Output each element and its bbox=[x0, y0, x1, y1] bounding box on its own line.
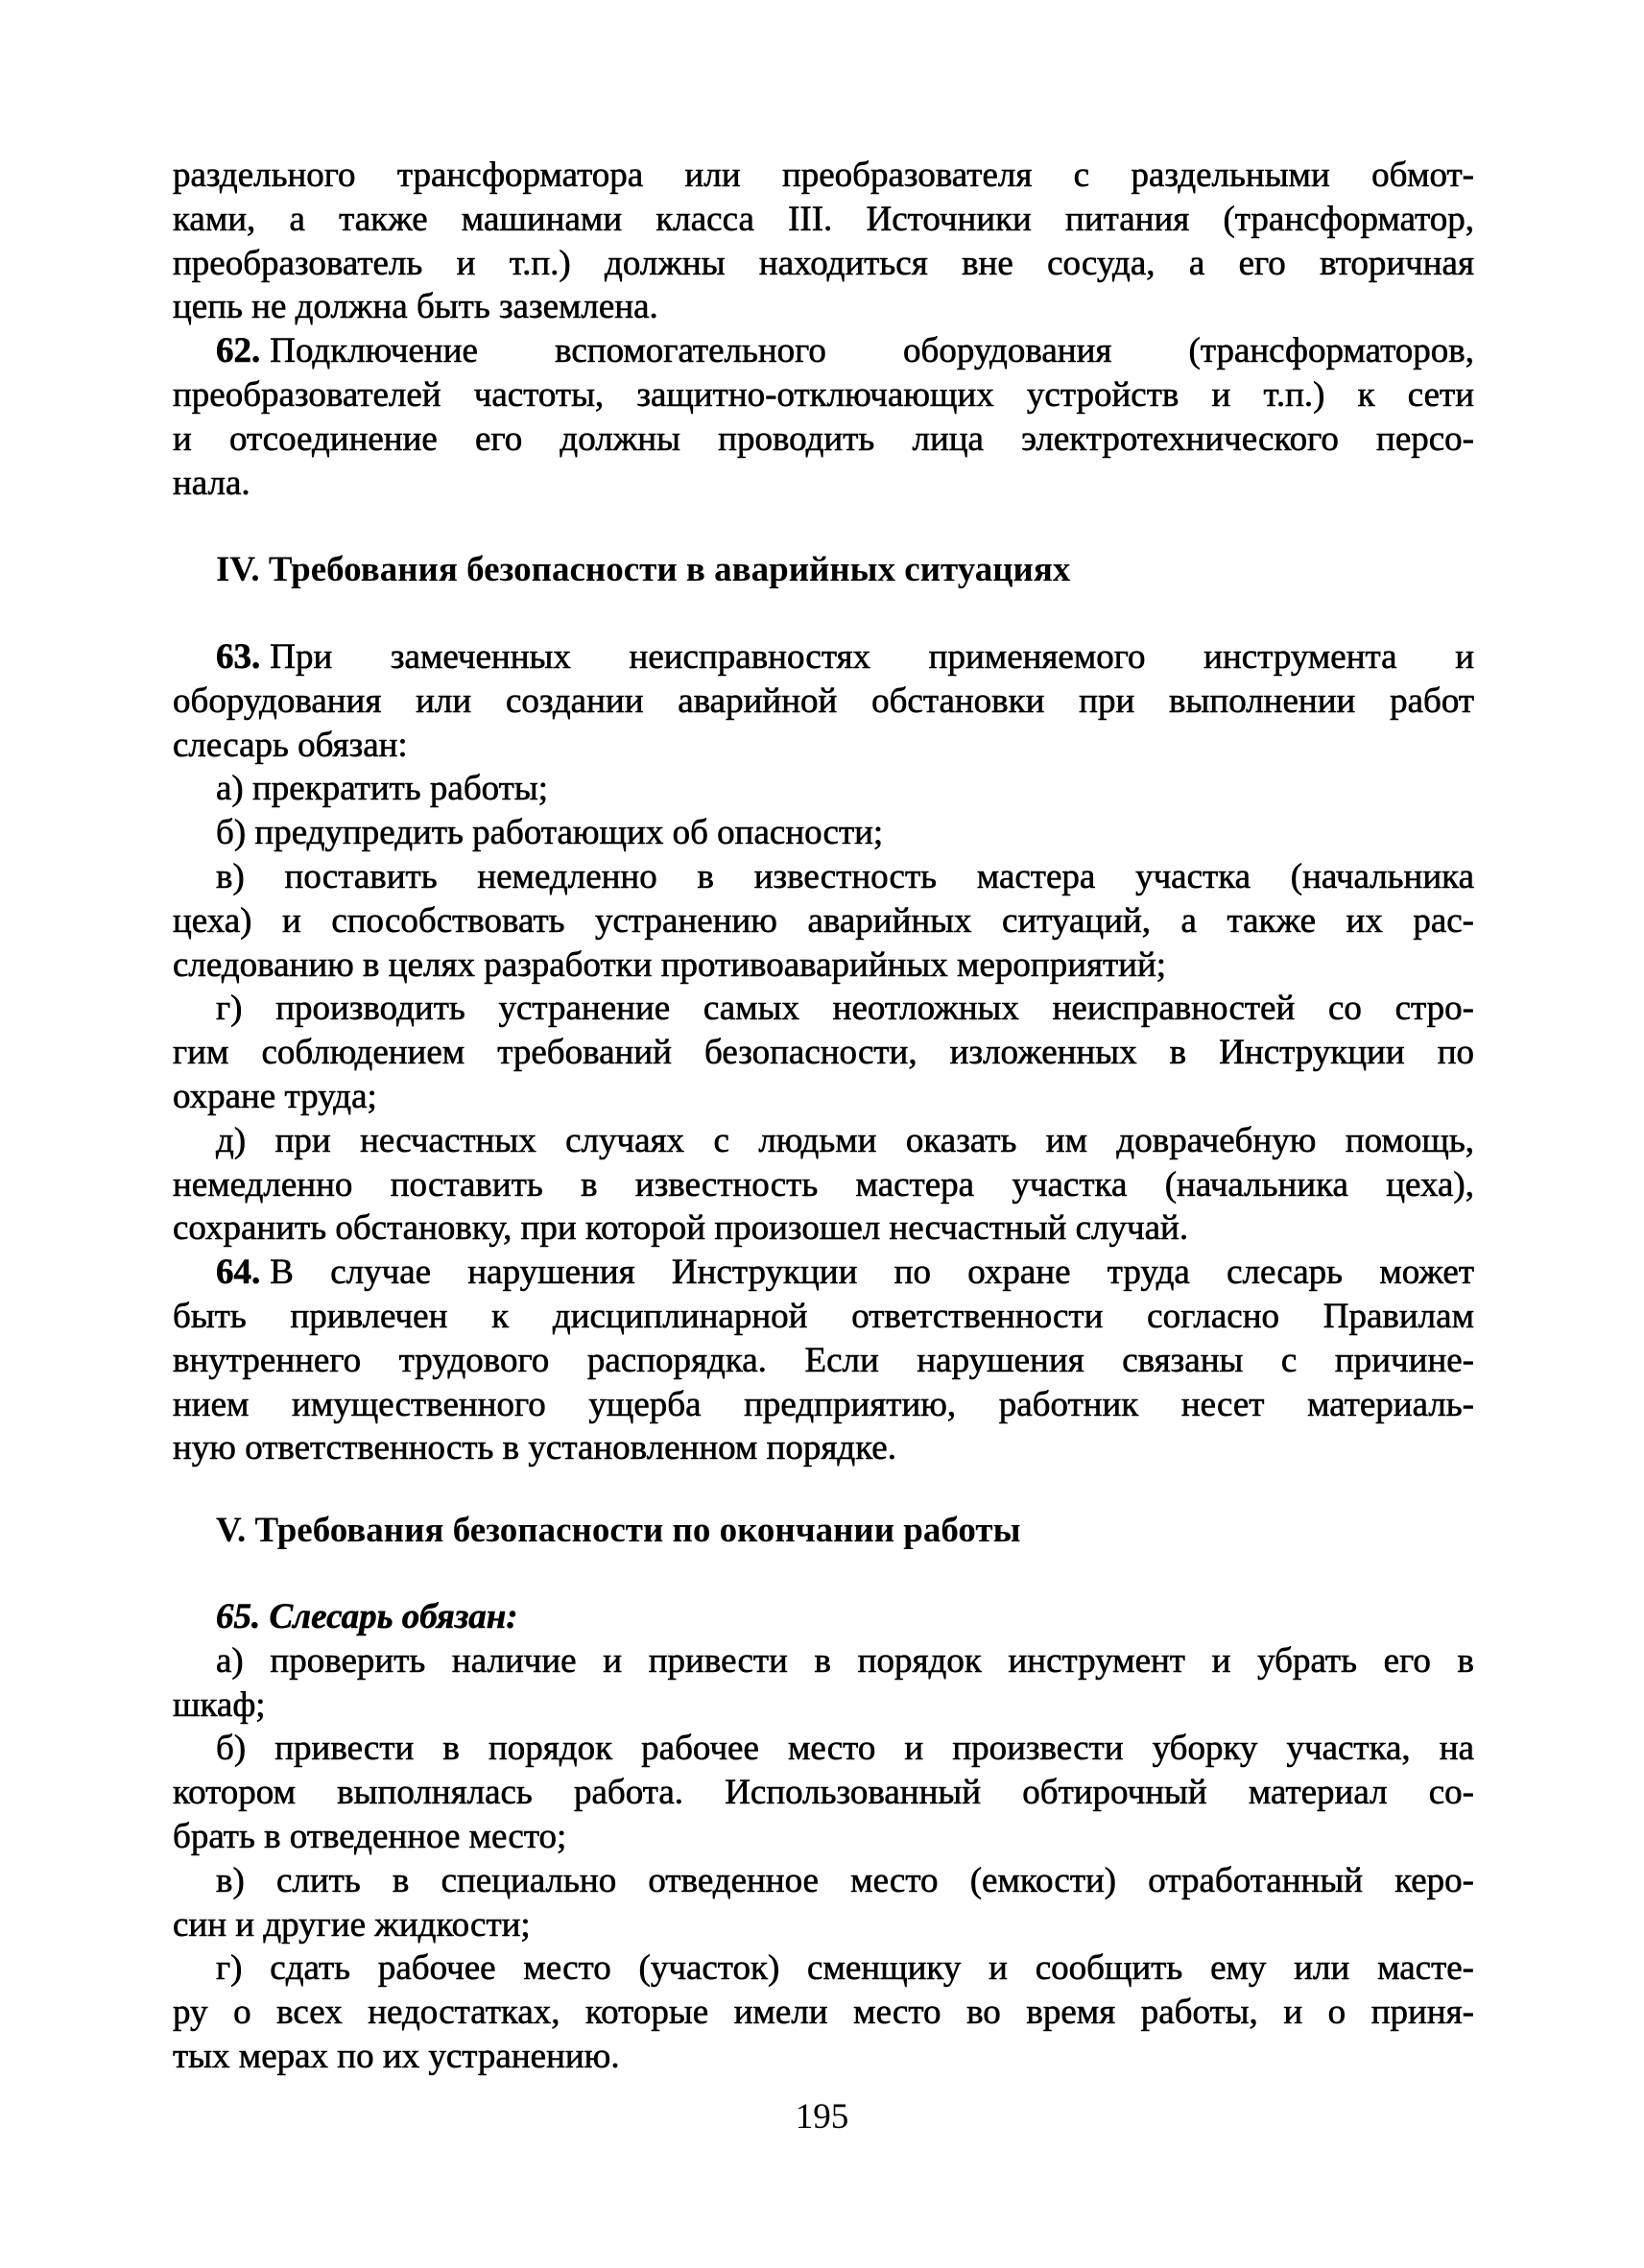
paragraph-number: 62. bbox=[216, 331, 261, 371]
text-line bbox=[173, 1815, 1474, 1859]
line-text: д) при несчастных случаях с людьми оказать им доврачебную помощь, bbox=[216, 1120, 1474, 1160]
paragraph bbox=[173, 767, 1474, 811]
text-line bbox=[173, 1119, 1474, 1163]
text-block-3 bbox=[173, 1595, 1474, 2079]
paragraph bbox=[173, 1859, 1474, 1947]
text-block-2 bbox=[173, 635, 1474, 1470]
text-line bbox=[173, 2035, 1474, 2079]
line-text: в) поставить немедленно в известность мастера участка (начальника bbox=[216, 856, 1474, 896]
text-line bbox=[173, 198, 1474, 242]
line-text: а) прекратить работы; bbox=[216, 769, 548, 809]
text-line bbox=[173, 1383, 1474, 1427]
line-text: преобразователь и т.п.) должны находиться вне сосуда, а его вторичная bbox=[173, 243, 1474, 283]
text-line bbox=[173, 1339, 1474, 1383]
paragraph-number: 64. bbox=[216, 1253, 261, 1293]
line-text: быть привлечен к дисциплинарной ответственности согласно Правилам bbox=[173, 1296, 1474, 1336]
section-heading-v: V. Требования безопасности по окончании работы bbox=[216, 1511, 1021, 1550]
paragraph bbox=[173, 329, 1474, 505]
text-line bbox=[173, 1991, 1474, 2035]
paragraph-number: 65. Слесарь обязан: bbox=[216, 1597, 518, 1636]
text-line bbox=[173, 987, 1474, 1031]
text-line bbox=[173, 855, 1474, 899]
paragraph bbox=[173, 1639, 1474, 1728]
text-line bbox=[173, 1727, 1474, 1771]
line-text: а) проверить наличие и привести в порядок инструмент и убрать его в bbox=[216, 1640, 1474, 1681]
text-line bbox=[173, 1206, 1474, 1251]
line-text: в) слить в специально отведенное место (емкости) отработанный керо- bbox=[216, 1860, 1474, 1900]
paragraph bbox=[173, 855, 1474, 987]
line-text: ру о всех недостатках, которые имели место во время работы, и о приня- bbox=[173, 1993, 1474, 2033]
line-text: брать в отведенное место; bbox=[173, 1816, 567, 1856]
line-text: немедленно поставить в известность мастера участка (начальника цеха), bbox=[173, 1164, 1474, 1205]
line-text: раздельного трансформатора или преобразователя с раздельными обмот- bbox=[173, 155, 1474, 195]
line-text: В случае нарушения Инструкции по охране труда слесарь может bbox=[270, 1253, 1474, 1293]
text-line bbox=[173, 462, 1474, 506]
line-text: следованию в целях разработки противоаварийных мероприятий; bbox=[173, 944, 1167, 985]
line-text: г) производить устранение самых неотложных неисправностей со стро- bbox=[216, 989, 1474, 1029]
text-line bbox=[173, 242, 1474, 286]
line-text: внутреннего трудового распорядка. Если нарушения связаны с причине- bbox=[173, 1340, 1474, 1380]
text-line bbox=[173, 1683, 1474, 1728]
line-text: цеха) и способствовать устранению аварийных ситуаций, а также их рас- bbox=[173, 900, 1474, 941]
text-line bbox=[173, 1859, 1474, 1903]
paragraph bbox=[173, 635, 1474, 767]
text-line bbox=[173, 373, 1474, 418]
line-text: шкаф; bbox=[173, 1684, 266, 1725]
line-text: тых мерах по их устранению. bbox=[173, 2036, 620, 2076]
line-text: г) сдать рабочее место (участок) сменщику и сообщить ему или масте- bbox=[216, 1948, 1474, 1989]
text-line bbox=[173, 1903, 1474, 1947]
line-text: нала. bbox=[173, 463, 250, 503]
text-line bbox=[173, 418, 1474, 462]
line-text: слесарь обязан: bbox=[173, 725, 408, 765]
line-text: гим соблюдением требований безопасности, изложенных в Инструкции по bbox=[173, 1033, 1474, 1073]
paragraph bbox=[173, 1595, 1474, 1639]
text-line bbox=[173, 680, 1474, 724]
line-text: оборудования или создании аварийной обстановки при выполнении работ bbox=[173, 680, 1474, 721]
paragraph bbox=[173, 987, 1474, 1118]
text-line bbox=[173, 1031, 1474, 1075]
text-line bbox=[173, 1946, 1474, 1991]
line-text: и отсоединение его должны проводить лица электротехнического персо- bbox=[173, 418, 1474, 459]
line-text: ками, а также машинами класса III. Источники питания (трансформатор, bbox=[173, 199, 1474, 239]
text-line bbox=[173, 635, 1474, 680]
text-line bbox=[173, 767, 1474, 811]
line-text: При замеченных неисправностях применяемого инструмента и bbox=[270, 637, 1474, 677]
text-line bbox=[173, 943, 1474, 988]
text-line bbox=[173, 1163, 1474, 1207]
text-block-1 bbox=[173, 154, 1474, 505]
line-text: нием имущественного ущерба предприятию, работник несет материаль- bbox=[173, 1384, 1474, 1424]
paragraph bbox=[173, 1119, 1474, 1251]
text-line bbox=[173, 1426, 1474, 1470]
paragraph bbox=[173, 1727, 1474, 1858]
text-line bbox=[173, 329, 1474, 373]
text-line bbox=[173, 811, 1474, 855]
line-text: Подключение вспомогательного оборудования (трансформаторов, bbox=[270, 331, 1474, 371]
line-text: ную ответственность в установленном порядке. bbox=[173, 1428, 896, 1468]
text-line bbox=[173, 285, 1474, 329]
paragraph bbox=[173, 1251, 1474, 1470]
page-number: 195 bbox=[795, 2097, 849, 2137]
line-text: син и другие жидкости; bbox=[173, 1904, 531, 1945]
paragraph bbox=[173, 154, 1474, 329]
line-text: преобразователей частоты, защитно-отключающих устройств и т.п.) к сети bbox=[173, 374, 1474, 415]
text-line bbox=[173, 1639, 1474, 1683]
line-text: цепь не должна быть заземлена. bbox=[173, 287, 658, 327]
text-line bbox=[173, 1251, 1474, 1295]
text-line bbox=[173, 1595, 1474, 1639]
line-text: котором выполнялась работа. Использованный обтирочный материал со- bbox=[173, 1773, 1474, 1813]
text-line bbox=[173, 154, 1474, 198]
text-line bbox=[173, 1295, 1474, 1339]
text-line bbox=[173, 724, 1474, 768]
text-line bbox=[173, 899, 1474, 943]
paragraph-number: 63. bbox=[216, 637, 261, 677]
paragraph bbox=[173, 1946, 1474, 2078]
line-text: б) привести в порядок рабочее место и произвести уборку участка, на bbox=[216, 1729, 1474, 1769]
paragraph bbox=[173, 811, 1474, 855]
section-heading-iv: IV. Требования безопасности в аварийных ситуациях bbox=[216, 550, 1071, 589]
line-text: сохранить обстановку, при которой произошел несчастный случай. bbox=[173, 1208, 1189, 1249]
line-text: охране труда; bbox=[173, 1076, 377, 1116]
text-line bbox=[173, 1075, 1474, 1119]
text-line bbox=[173, 1771, 1474, 1815]
line-text: б) предупредить работающих об опасности; bbox=[216, 813, 884, 853]
